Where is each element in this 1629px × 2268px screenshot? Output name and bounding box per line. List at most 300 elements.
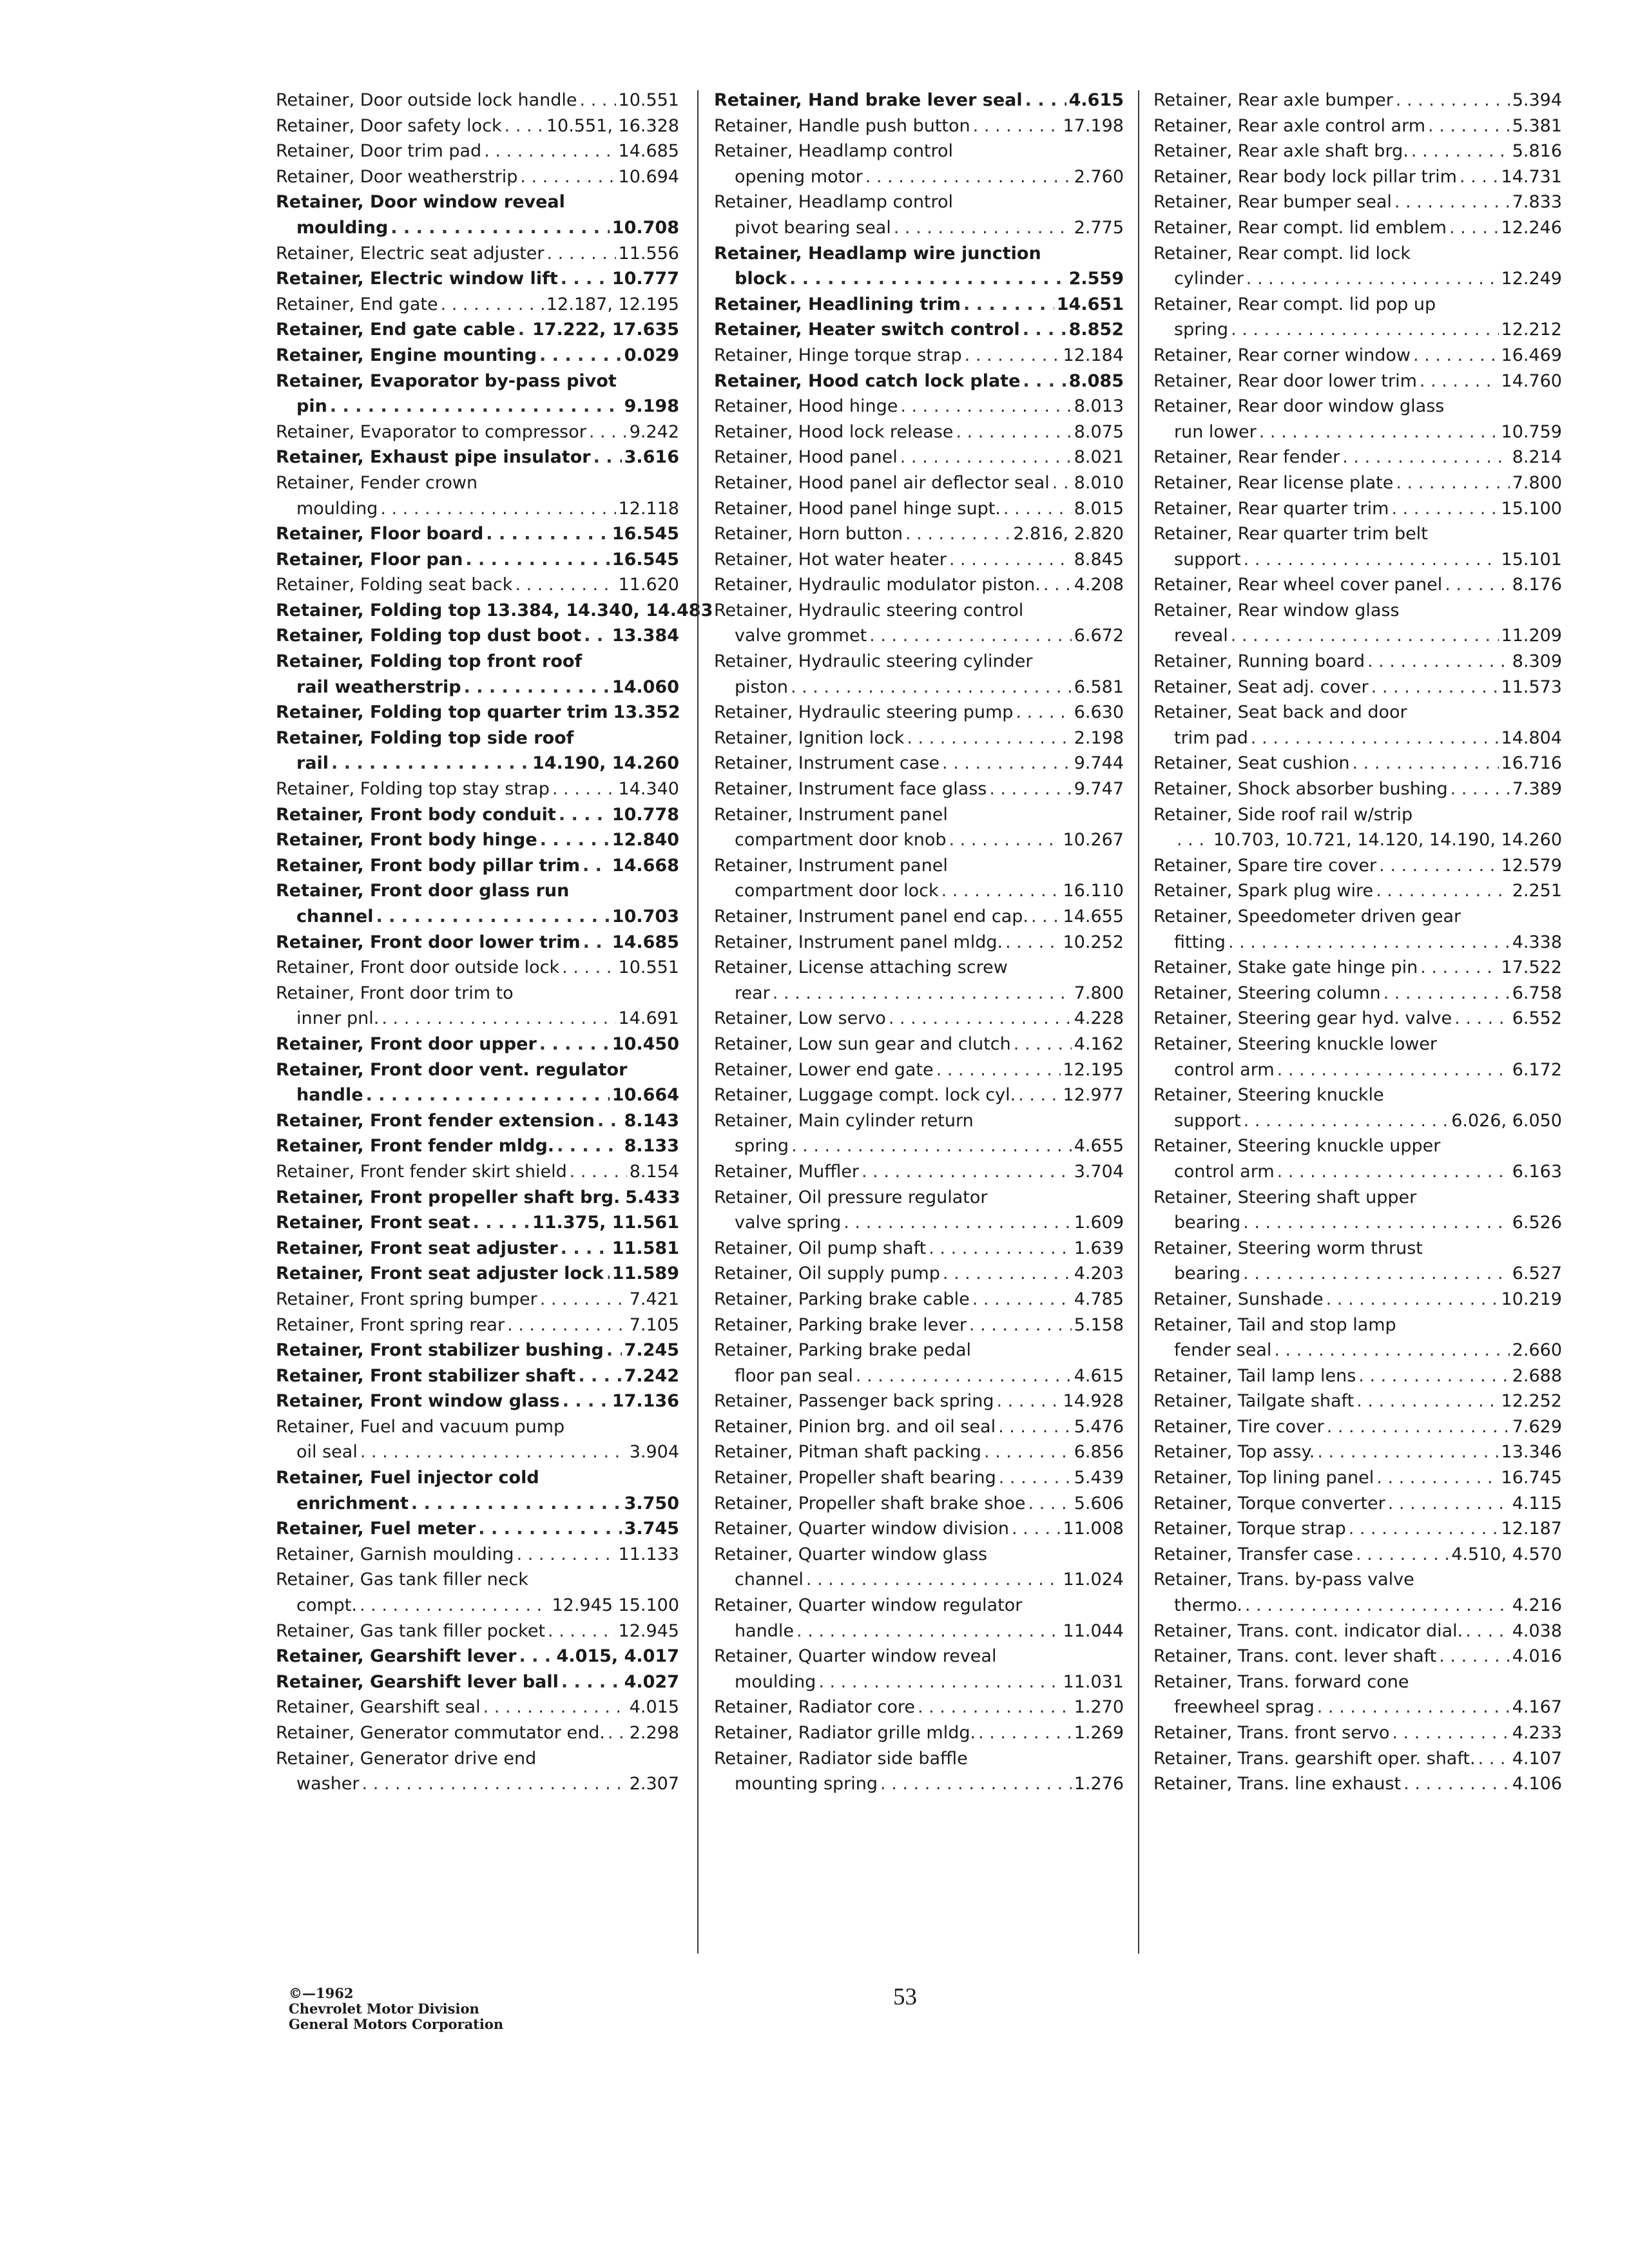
entry-line — [714, 521, 1124, 547]
entry-line — [276, 445, 679, 470]
dot-leader — [984, 1439, 1072, 1465]
entry-continuation-line — [714, 827, 1124, 853]
entry-page-ref: 5.439 — [1074, 1468, 1124, 1488]
entry-page-ref: 15.101 — [1501, 549, 1562, 570]
index-entry — [1153, 1542, 1562, 1568]
index-entry — [714, 598, 1124, 649]
index-entry — [276, 445, 679, 470]
entry-line — [1153, 1465, 1562, 1491]
entry-continuation-line — [1153, 726, 1562, 751]
entry-term: compt. — [296, 1595, 357, 1616]
index-entry — [276, 572, 679, 598]
entry-continuation-line — [276, 1082, 679, 1108]
entry-page-ref: 10.450 — [612, 1033, 679, 1054]
dot-leader — [943, 1261, 1072, 1287]
index-entry — [1153, 853, 1562, 879]
entry-line — [714, 1159, 1124, 1185]
index-entry — [714, 955, 1124, 1006]
entry-term: bearing — [1174, 1264, 1241, 1284]
entry-term: Retainer, Sunshade — [1153, 1289, 1324, 1309]
entry-line — [714, 1032, 1124, 1057]
index-entry — [276, 623, 679, 649]
dot-leader — [1439, 1644, 1509, 1669]
index-entry — [714, 1644, 1124, 1695]
index-entry — [714, 139, 1124, 189]
index-entry — [276, 1032, 679, 1057]
entry-term: Retainer, Door outside lock handle — [276, 90, 577, 110]
entry-line — [276, 878, 679, 904]
entry-page-ref: 13.346 — [1501, 1442, 1562, 1463]
index-column-3 — [1153, 88, 1562, 1797]
entry-page-ref: 3.616 — [624, 447, 679, 468]
entry-continuation-line — [1153, 623, 1562, 649]
entry-term: piston — [735, 677, 788, 697]
index-entry — [276, 853, 679, 879]
entry-term: Retainer, Rear quarter trim — [1153, 498, 1389, 519]
index-entry — [714, 241, 1124, 292]
entry-term: Retainer, Handle push button — [714, 115, 970, 136]
dot-leader — [561, 1669, 622, 1695]
entry-term: Retainer, Rear fender — [1153, 447, 1340, 468]
entry-term: Retainer, Tail and stop lamp — [1153, 1314, 1396, 1335]
entry-continuation-line — [1153, 827, 1562, 853]
dot-leader — [561, 266, 610, 292]
index-entry — [1153, 369, 1562, 394]
entry-term: Retainer, Hydraulic steering cylinder — [714, 651, 1033, 672]
dot-leader — [918, 1695, 1072, 1720]
index-entry — [276, 419, 679, 445]
entry-page-ref: 10.694 — [618, 166, 679, 187]
entry-page-ref: 5.476 — [1074, 1416, 1124, 1437]
index-entry — [1153, 1771, 1562, 1797]
dot-leader — [1358, 1363, 1509, 1389]
entry-line — [276, 419, 679, 445]
entry-line — [714, 1746, 1124, 1772]
entry-page-ref: 8.214 — [1512, 447, 1562, 468]
entry-line — [714, 598, 1124, 624]
index-entry — [1153, 292, 1562, 343]
index-entry — [276, 1312, 679, 1338]
entry-page-ref: 8.154 — [629, 1161, 679, 1182]
entry-page-ref: 12.212 — [1501, 320, 1562, 340]
entry-line — [714, 1312, 1124, 1338]
page-number: 53 — [893, 1984, 917, 2010]
entry-term: Retainer, Low servo — [714, 1008, 886, 1029]
entry-page-ref: 7.421 — [629, 1289, 679, 1309]
entry-term: Retainer, Oil pump shaft — [714, 1238, 927, 1258]
dot-leader — [1449, 215, 1499, 241]
dot-leader — [1028, 1491, 1072, 1517]
entry-continuation-line — [714, 1619, 1124, 1644]
index-entry — [714, 1108, 1124, 1159]
entry-page-ref: 8.013 — [1074, 396, 1124, 417]
entry-line — [1153, 445, 1562, 470]
entry-term: rail weatherstrip — [296, 677, 461, 697]
entry-page-ref: 5.816 — [1512, 141, 1562, 162]
dot-leader — [1394, 189, 1510, 215]
entry-line — [276, 1338, 679, 1363]
index-entry — [1153, 1082, 1562, 1133]
entry-page-ref: 6.527 — [1512, 1264, 1562, 1284]
entry-term: Retainer, Stake gate hinge pin — [1153, 957, 1418, 978]
entry-term: Retainer, Front body conduit — [276, 804, 556, 825]
entry-continuation-line — [1153, 317, 1562, 343]
dot-leader — [997, 1389, 1061, 1414]
index-entry — [714, 496, 1124, 522]
entry-line — [276, 343, 679, 369]
entry-page-ref: 2.559 — [1068, 269, 1124, 289]
entry-page-ref: 6.552 — [1512, 1008, 1562, 1029]
index-entry — [1153, 1414, 1562, 1440]
entry-term: Retainer, Quarter window reveal — [714, 1646, 997, 1667]
entry-line — [714, 700, 1124, 726]
entry-term: Retainer, Seat adj. cover — [1153, 677, 1369, 697]
dot-leader — [362, 1771, 627, 1797]
entry-page-ref: 12.945 — [618, 1620, 679, 1641]
index-entry — [714, 930, 1124, 956]
entry-term: Retainer, Instrument panel mldg. — [714, 932, 1003, 952]
entry-page-ref: 14.685 — [612, 932, 679, 952]
dot-leader — [473, 1210, 530, 1236]
index-entry — [714, 1439, 1124, 1465]
index-entry — [276, 88, 679, 113]
dot-leader — [505, 113, 544, 139]
entry-term: Retainer, Headlamp wire junction — [714, 243, 1041, 264]
entry-term: Retainer, Side roof rail w/strip — [1153, 804, 1413, 825]
entry-continuation-line — [714, 1771, 1124, 1797]
dot-leader — [539, 343, 622, 369]
dot-leader — [978, 1720, 1072, 1746]
entry-term: Retainer, Steering knuckle — [1153, 1085, 1384, 1106]
entry-term: Retainer, Front seat — [276, 1213, 470, 1233]
entry-line — [1153, 598, 1562, 624]
entry-term: Retainer, Fender crown — [276, 472, 478, 493]
entry-page-ref: 5.381 — [1512, 115, 1562, 136]
entry-line — [714, 1057, 1124, 1083]
entry-term: Retainer, Trans. gearshift oper. shaft. — [1153, 1748, 1476, 1769]
dot-leader — [880, 1771, 1072, 1797]
dot-leader — [936, 1057, 1061, 1083]
dot-leader — [963, 292, 1054, 318]
entry-term: mounting spring — [735, 1774, 878, 1794]
entry-line — [714, 139, 1124, 164]
dot-leader — [1014, 1032, 1072, 1057]
entry-term: Retainer, Folding top quarter trim — [276, 702, 608, 723]
entry-term: moulding — [735, 1671, 816, 1692]
entry-line — [1153, 139, 1562, 164]
entry-term: fitting — [1174, 932, 1226, 952]
dot-leader — [606, 1338, 622, 1363]
entry-page-ref: 2.307 — [629, 1774, 679, 1794]
entry-line — [714, 904, 1124, 930]
index-entry — [276, 189, 679, 240]
entry-page-ref: 2.760 — [1074, 166, 1124, 187]
entry-continuation-line — [1153, 1210, 1562, 1236]
index-entry — [1153, 1720, 1562, 1746]
entry-continuation-line — [714, 215, 1124, 241]
entry-page-ref: 11.031 — [1063, 1671, 1124, 1692]
entry-page-ref: 6.630 — [1074, 702, 1124, 723]
dot-leader — [366, 1082, 610, 1108]
dot-leader — [1018, 1082, 1060, 1108]
entry-page-ref: 4.615 — [1068, 90, 1124, 110]
entry-term: Retainer, Front door trim to — [276, 983, 514, 1003]
entry-line — [276, 1720, 679, 1746]
dot-leader — [539, 1032, 610, 1057]
dot-leader — [843, 1210, 1071, 1236]
dot-leader — [1317, 1439, 1498, 1465]
entry-page-ref: 10.777 — [612, 269, 679, 289]
index-entry — [276, 649, 679, 700]
entry-term: Retainer, Quarter window glass — [714, 1544, 988, 1564]
dot-leader — [1465, 1619, 1509, 1644]
entry-line — [276, 1695, 679, 1720]
entry-page-ref: 12.187, 12.195 — [546, 294, 679, 314]
dot-leader — [856, 1363, 1072, 1389]
index-entry — [276, 700, 679, 726]
entry-line — [714, 445, 1124, 470]
entry-term: block — [735, 269, 787, 289]
entry-line — [714, 189, 1124, 215]
entry-term: Retainer, Instrument panel — [714, 804, 948, 825]
entry-term: Retainer, Front door upper — [276, 1033, 537, 1054]
entry-page-ref: 12.195 — [1063, 1059, 1124, 1080]
index-entry — [1153, 955, 1562, 981]
dot-leader — [1259, 419, 1499, 445]
dot-leader — [540, 1287, 627, 1312]
entry-page-ref: 1.639 — [1074, 1238, 1124, 1258]
entry-line — [276, 1363, 679, 1389]
entry-line — [1153, 700, 1562, 726]
dot-leader — [486, 521, 610, 547]
entry-line — [276, 88, 679, 113]
entry-page-ref: 2.251 — [1512, 881, 1562, 901]
entry-line — [714, 1261, 1124, 1287]
dot-leader — [390, 215, 610, 241]
index-entry — [276, 470, 679, 521]
entry-line — [276, 1389, 679, 1414]
index-entry — [714, 776, 1124, 802]
entry-term: Retainer, Gas tank filler neck — [276, 1570, 528, 1590]
entry-term: channel — [735, 1570, 804, 1590]
index-entry — [714, 343, 1124, 369]
index-entry — [276, 1644, 679, 1669]
index-entry — [1153, 572, 1562, 598]
entry-term: Retainer, Steering knuckle upper — [1153, 1136, 1441, 1157]
entry-term: Retainer, Hydraulic modulator piston. — [714, 575, 1041, 595]
entry-page-ref: 2.298 — [629, 1723, 679, 1743]
dot-leader — [584, 623, 610, 649]
entry-line — [276, 1746, 679, 1772]
index-entry — [276, 164, 679, 190]
entry-page-ref: 4.615 — [1074, 1365, 1124, 1386]
entry-term: rail — [296, 753, 329, 774]
entry-line — [276, 776, 679, 802]
dot-leader — [1376, 878, 1510, 904]
copyright-footer — [289, 1986, 503, 2032]
dot-leader — [998, 1414, 1072, 1440]
index-entry — [276, 802, 679, 828]
index-entry — [276, 1057, 679, 1108]
entry-page-ref: 10.703 — [612, 907, 679, 927]
entry-term: Retainer, Fuel and vacuum pump — [276, 1416, 565, 1437]
dot-leader — [580, 88, 616, 113]
index-entry — [1153, 470, 1562, 496]
dot-leader — [1025, 88, 1066, 113]
index-entry — [276, 1720, 679, 1746]
entry-line — [1153, 189, 1562, 215]
entry-term: Retainer, Hot water heater — [714, 549, 947, 570]
entry-line — [1153, 1771, 1562, 1797]
entry-line — [714, 572, 1124, 598]
entry-term: Retainer, Headlamp control — [714, 192, 954, 213]
entry-term: control arm — [1174, 1161, 1275, 1182]
dot-leader — [583, 853, 610, 879]
entry-line — [714, 394, 1124, 419]
entry-continuation-line — [276, 496, 679, 522]
dot-leader — [484, 139, 615, 164]
entry-term: Retainer, Hood lock release — [714, 421, 954, 442]
entry-line — [276, 623, 679, 649]
dot-leader — [570, 1159, 627, 1185]
entry-line — [276, 1567, 679, 1593]
entry-term: thermo. — [1174, 1595, 1242, 1616]
entry-page-ref: 4.038 — [1512, 1620, 1562, 1641]
entry-term: Retainer, Propeller shaft bearing — [714, 1468, 996, 1488]
entry-line — [714, 776, 1124, 802]
dot-leader — [1326, 1287, 1499, 1312]
entry-term: valve spring — [735, 1213, 842, 1233]
dot-leader — [540, 827, 610, 853]
entry-term: Retainer, Electric seat adjuster — [276, 243, 545, 264]
entry-page-ref: 4.106 — [1512, 1774, 1562, 1794]
dot-leader — [578, 1363, 621, 1389]
entry-page-ref: 13.352 — [613, 702, 680, 723]
dot-leader — [1251, 726, 1499, 751]
entry-line — [276, 1159, 679, 1185]
entry-term: cylinder — [1174, 269, 1244, 289]
dot-leader — [1383, 981, 1510, 1006]
entry-line — [1153, 1746, 1562, 1772]
index-entry — [714, 369, 1124, 394]
entry-page-ref: 8.015 — [1074, 498, 1124, 519]
dot-leader — [773, 981, 1072, 1006]
dot-leader — [1243, 1210, 1510, 1236]
entry-page-ref: 4.228 — [1074, 1008, 1124, 1029]
entry-page-ref: 14.731 — [1501, 166, 1562, 187]
entry-line — [1153, 394, 1562, 419]
entry-continuation-line — [276, 1491, 679, 1517]
entry-page-ref: 8.309 — [1512, 651, 1562, 672]
dot-leader — [1246, 266, 1499, 292]
index-entry — [714, 394, 1124, 419]
index-entry — [1153, 445, 1562, 470]
entry-term: Retainer, Radiator core — [714, 1697, 915, 1718]
entry-page-ref: 12.249 — [1501, 269, 1562, 289]
entry-continuation-line — [276, 1771, 679, 1797]
index-entry — [1153, 1006, 1562, 1032]
entry-page-ref: 17.198 — [1063, 115, 1124, 136]
dot-leader — [381, 1006, 615, 1032]
entry-term: Retainer, Radiator grille mldg. — [714, 1723, 976, 1743]
index-entry — [1153, 1439, 1562, 1465]
entry-page-ref: 6.526 — [1512, 1213, 1562, 1233]
entry-page-ref: 16.469 — [1501, 345, 1562, 365]
index-entry — [276, 1133, 679, 1159]
entry-line — [1153, 981, 1562, 1006]
index-entry — [1153, 598, 1562, 649]
entry-line — [1153, 1567, 1562, 1593]
entry-page-ref: 14.340 — [618, 779, 679, 800]
dot-leader — [865, 164, 1072, 190]
entry-line — [714, 317, 1124, 343]
entry-term: Retainer, Rear wheel cover panel — [1153, 575, 1443, 595]
entry-continuation-line — [714, 164, 1124, 190]
entry-page-ref: 16.716 — [1501, 753, 1562, 774]
index-entry — [1153, 164, 1562, 190]
entry-line — [276, 1465, 679, 1491]
entry-page-ref: 14.060 — [612, 677, 679, 697]
dot-leader — [791, 1133, 1072, 1159]
entry-line — [276, 521, 679, 547]
index-entry — [1153, 1669, 1562, 1720]
index-entry — [714, 88, 1124, 113]
dot-leader — [965, 343, 1061, 369]
index-entry — [714, 113, 1124, 139]
entry-term: enrichment — [296, 1493, 409, 1514]
entry-page-ref: 10.703, 10.721, 14.120, 14.190, 14.260 — [1213, 830, 1562, 850]
entry-term: Retainer, Door window reveal — [276, 192, 565, 213]
entry-line — [714, 930, 1124, 956]
index-entry — [1153, 343, 1562, 369]
entry-line — [276, 1261, 679, 1287]
dot-leader — [478, 1516, 621, 1542]
index-entry — [714, 751, 1124, 776]
index-entry — [714, 1082, 1124, 1108]
entry-page-ref: 3.704 — [1074, 1161, 1124, 1182]
entry-term: valve grommet — [735, 626, 867, 646]
dot-leader — [1052, 470, 1072, 496]
dot-leader — [973, 113, 1061, 139]
entry-term: Retainer, Torque strap — [1153, 1519, 1346, 1539]
dot-leader — [376, 904, 609, 930]
entry-term: Retainer, Horn button — [714, 524, 903, 544]
entry-continuation-line — [1153, 1057, 1562, 1083]
entry-page-ref: 12.187 — [1501, 1519, 1562, 1539]
entry-term: inner pnl. — [296, 1008, 380, 1029]
index-entry — [714, 189, 1124, 240]
entry-term: Retainer, Luggage compt. lock cyl. — [714, 1085, 1016, 1106]
dot-leader — [789, 266, 1066, 292]
dot-leader — [796, 1619, 1060, 1644]
index-entry — [276, 369, 679, 419]
entry-term: Retainer, Rear compt. lid pop up — [1153, 294, 1436, 314]
index-entry — [714, 1236, 1124, 1262]
index-entry — [276, 955, 679, 981]
entry-term: compartment door lock — [735, 881, 939, 901]
entry-line — [1153, 1389, 1562, 1414]
entry-continuation-line — [714, 878, 1124, 904]
dot-leader — [1231, 317, 1498, 343]
entry-term: Retainer, Evaporator to compressor — [276, 421, 586, 442]
index-entry — [1153, 1465, 1562, 1491]
entry-term: Retainer, Instrument face glass — [714, 779, 987, 800]
entry-continuation-line — [276, 215, 679, 241]
dot-leader — [1460, 164, 1499, 190]
entry-continuation-line — [714, 266, 1124, 292]
dot-leader — [1451, 776, 1510, 802]
entry-line — [714, 241, 1124, 267]
